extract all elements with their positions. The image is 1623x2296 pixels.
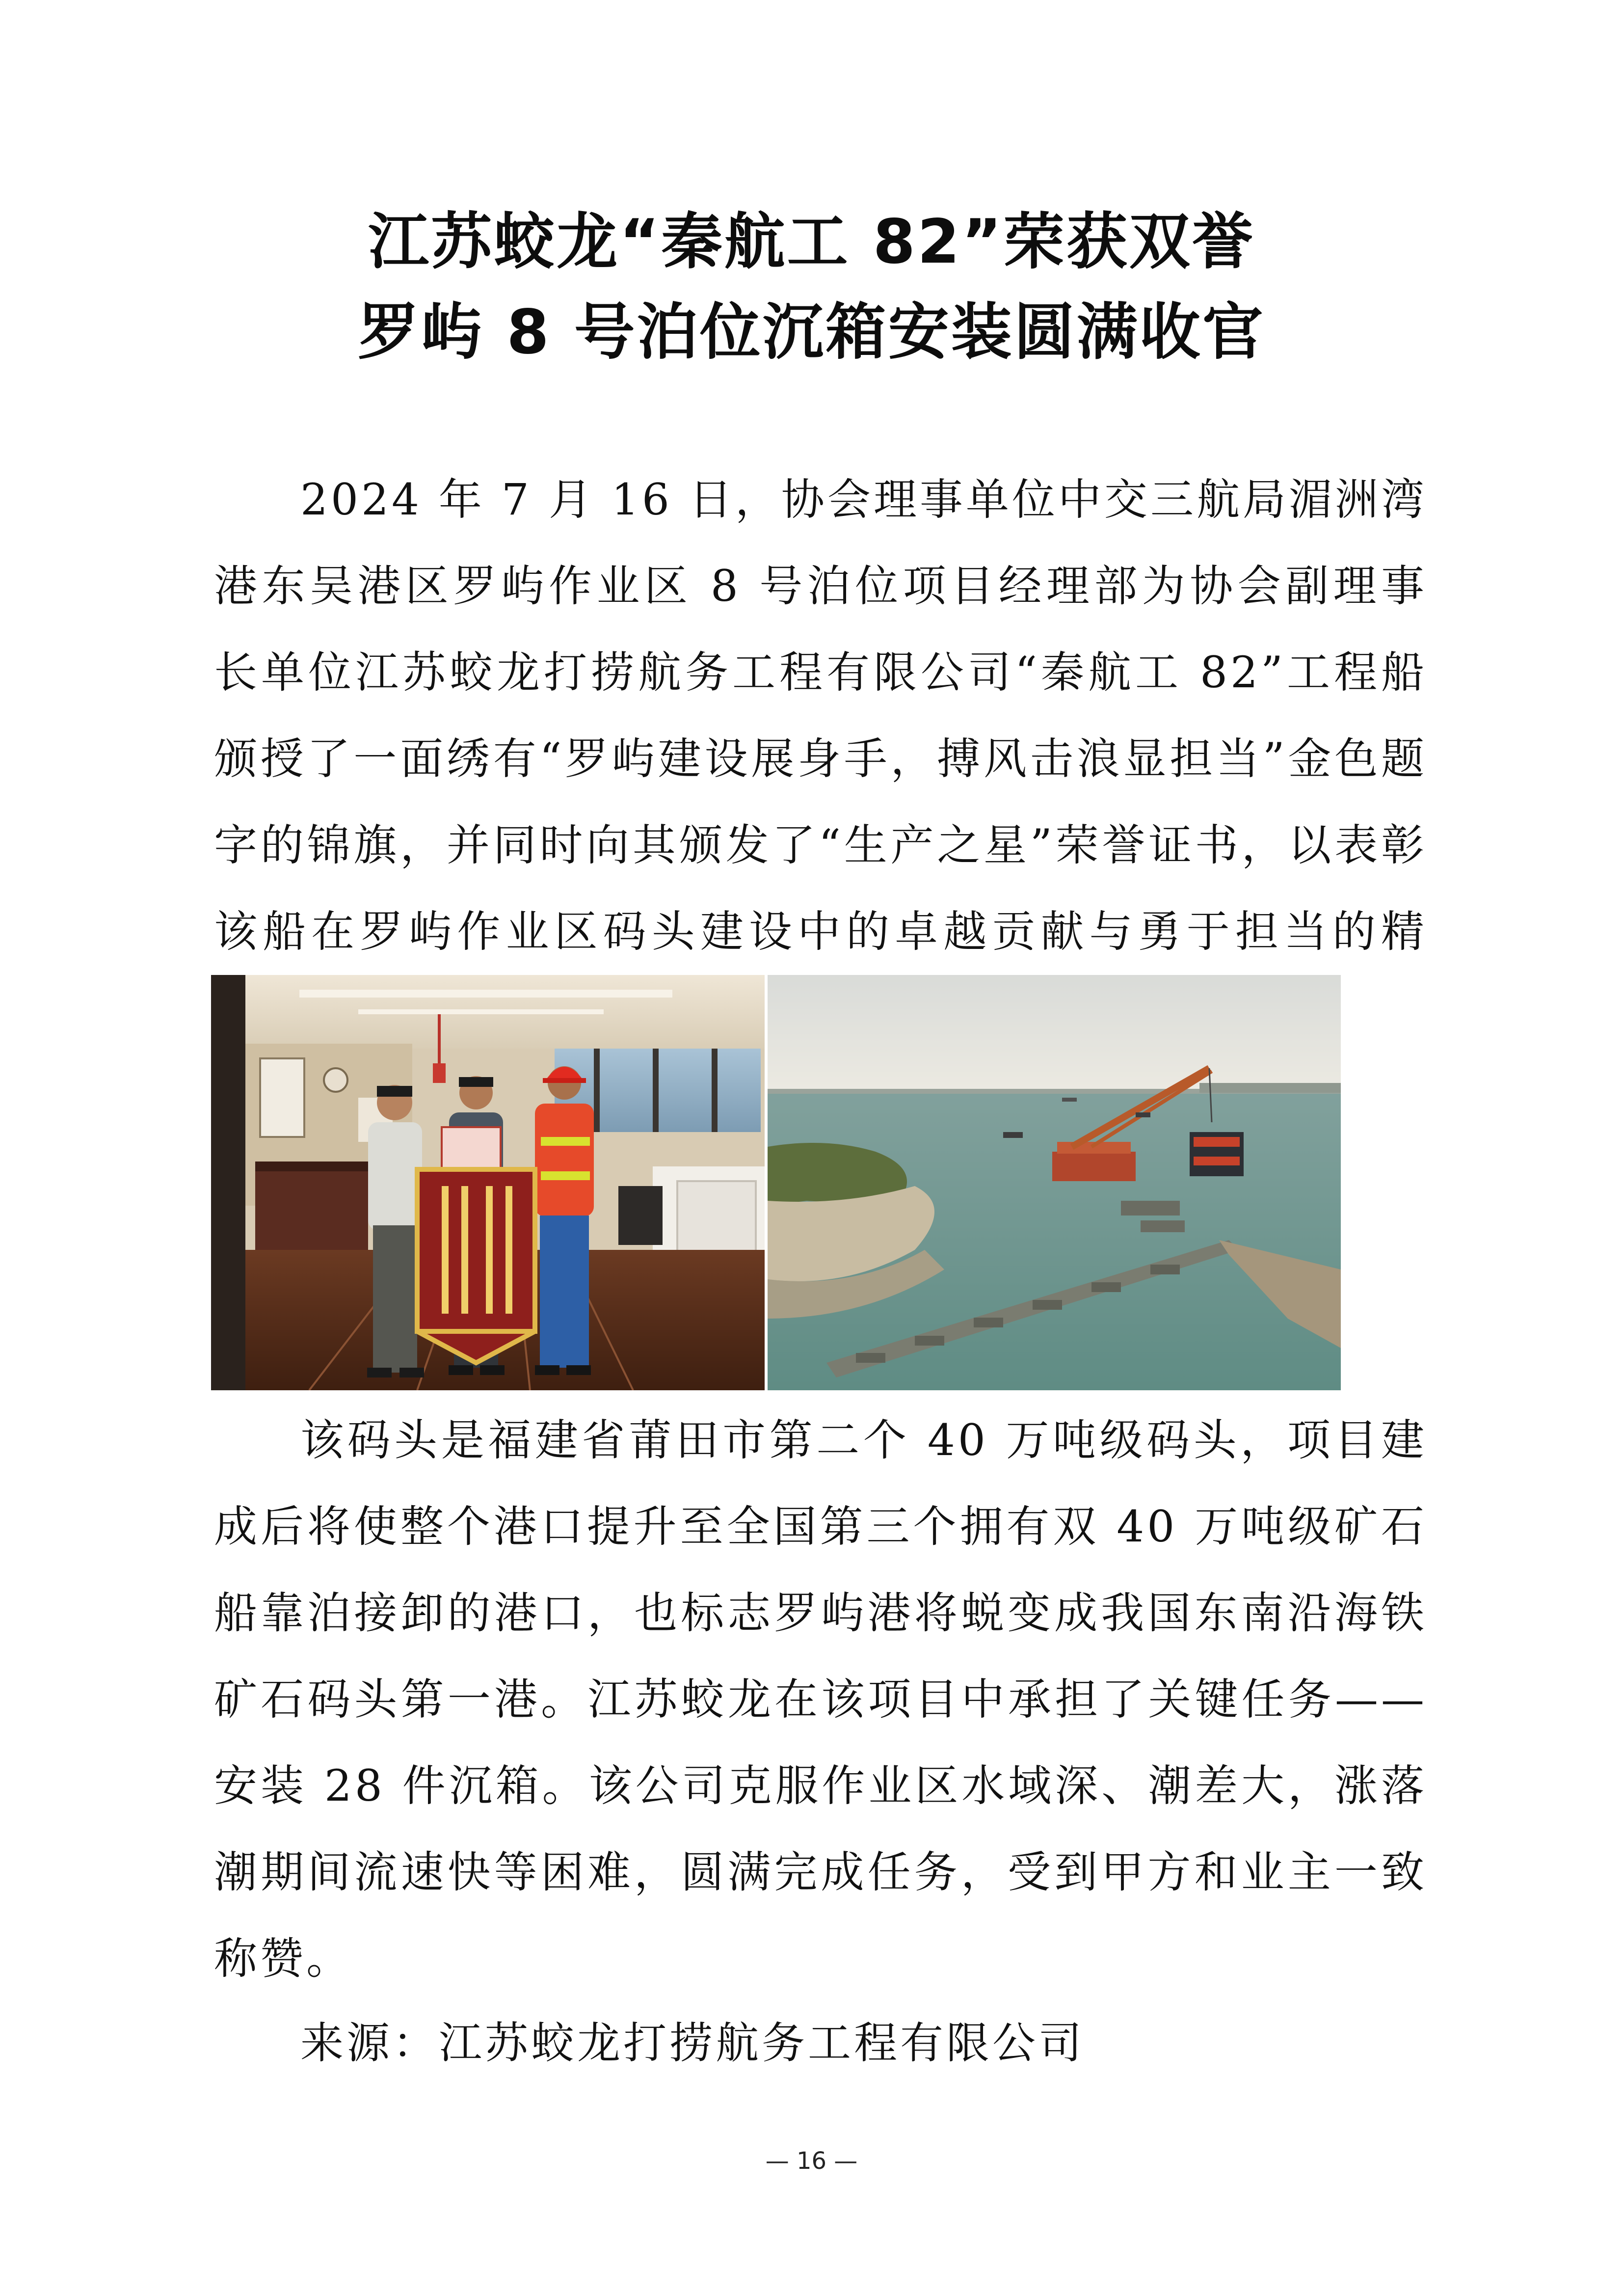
body-paragraph-2: 该码头是福建省莆田市第二个 40 万吨级码头，项目建成后将使整个港口提升至全国第三个拥有双 40 万吨级矿石船靠泊接卸的港口，也标志罗屿港将蜕变成我国东南沿海铁矿石码头第一港。江苏蛟龙在该项目中承担了关键任务——安装 28 件沉箱。该公司克服作业区水域深、潮差大，涨落潮期间流速快等困难，圆满完成任务，受到甲方和业主一致称赞。 bbox=[214, 1415, 1427, 1984]
headline-line-1: 江苏蛟龙“秦航工 82”荣获双誉 bbox=[368, 207, 1255, 277]
photo-banner-presentation bbox=[211, 975, 765, 1390]
headline-line-2: 罗屿 8 号泊位沉箱安装圆满收官 bbox=[358, 297, 1265, 368]
source-attribution: 来源：江苏蛟龙打捞航务工程有限公司 bbox=[300, 2018, 1085, 2068]
page-number: — 16 — bbox=[765, 2147, 858, 2175]
body-paragraph-1: 2024 年 7 月 16 日，协会理事单位中交三航局湄洲湾港东吴港区罗屿作业区 8 号泊位项目经理部为协会副理事长单位江苏蛟龙打捞航务工程有限公司“秦航工 82”工程船颁授了一面绣有“罗屿建设展身手，搏风击浪显担当”金色题字的锦旗，并同时向其颁发了“生产之星”荣誉证书，以表彰该船在罗屿作业区码头建设中的卓越贡献与勇于担当的精 bbox=[214, 474, 1427, 957]
photo-aerial-caisson-site bbox=[768, 975, 1341, 1390]
